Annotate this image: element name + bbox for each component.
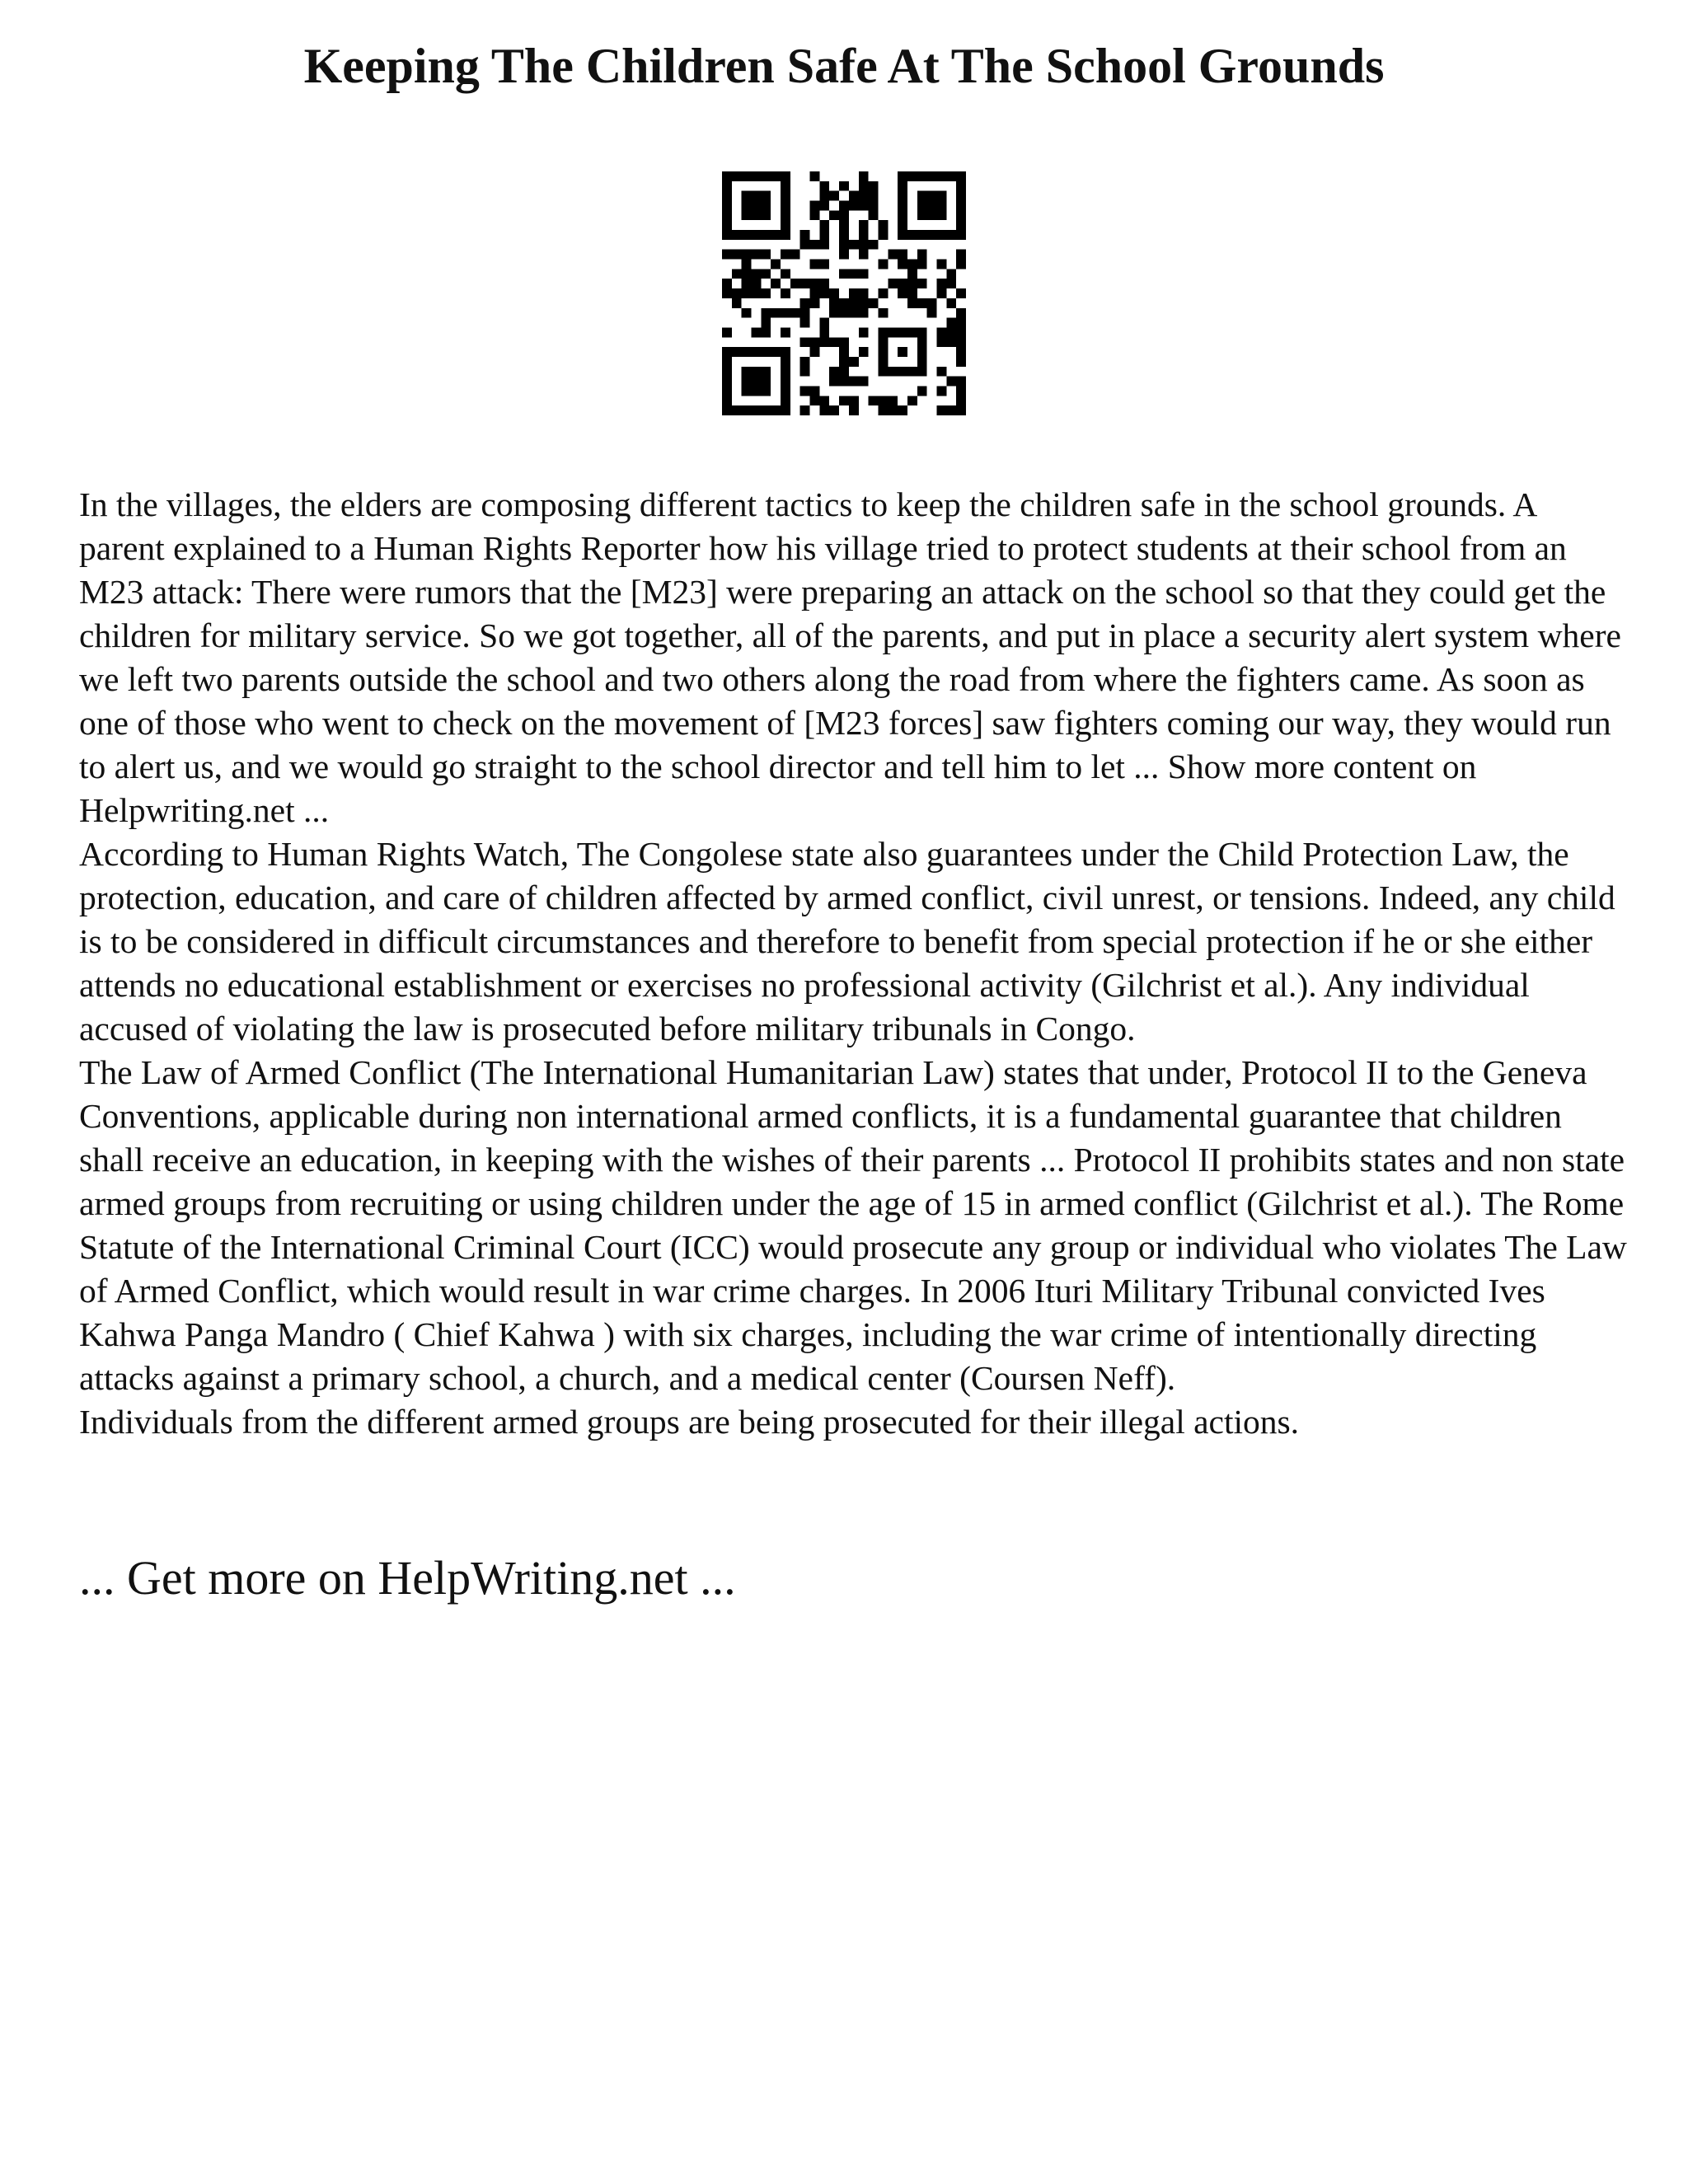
page-title: Keeping The Children Safe At The School Grounds (303, 39, 1385, 93)
document-body (79, 483, 1629, 1444)
paragraph-3: The Law of Armed Conflict (The International Humanitarian Law) states that under, Protocol II to the Geneva Conventions, applicable during non international armed conflicts, it is a fundamental guarantee that children shall receive an education, in keeping with the wishes of their parents ... Protocol II prohibits states and non state armed groups from recruiting or using children under the age of 15 in armed conflict (Gilchrist et al.). The Rome Statute of the International Criminal Court (ICC) would prosecute any group or individual who violates The Law of Armed Conflict, which would result in war crime charges. In 2006 Ituri Military Tribunal convicted Ives Kahwa Panga Mandro ( Chief Kahwa ) with six charges, including the war crime of intentionally directing attacks against a primary school, a church, and a medical center (Coursen Neff). (79, 1053, 1627, 1397)
qr-code-icon (722, 171, 966, 415)
paragraph-2: According to Human Rights Watch, The Congolese state also guarantees under the Child Protection Law, the protection, education, and care of children affected by armed conflict, civil unrest, or tensions. Indeed, any child is to be considered in difficult circumstances and therefore to benefit from special protection if he or she either attends no educational establishment or exercises no professional activity (Gilchrist et al.). Any individual accused of violating the law is prosecuted before military tribunals in Congo. (79, 835, 1615, 1047)
paragraph-1: In the villages, the elders are composing different tactics to keep the children safe in the school grounds. A parent explained to a Human Rights Reporter how his village tried to protect students at their school from an M23 attack: There were rumors that the [M23] were preparing an attack on the school so that they could get the children for military service. So we got together, all of the parents, and put in place a security alert system where we left two parents outside the school and two others along the road from where the fighters came. As soon as one of those who went to check on the movement of [M23 forces] saw fighters coming our way, they would run to alert us, and we would go straight to the school director and tell him to let ... Show more content on Helpwriting.net ... (79, 485, 1621, 829)
paragraph-4: Individuals from the different armed groups are being prosecuted for their illegal actions. (79, 1403, 1300, 1441)
get-more-link[interactable]: ... Get more on HelpWriting.net ... (79, 1551, 736, 1605)
